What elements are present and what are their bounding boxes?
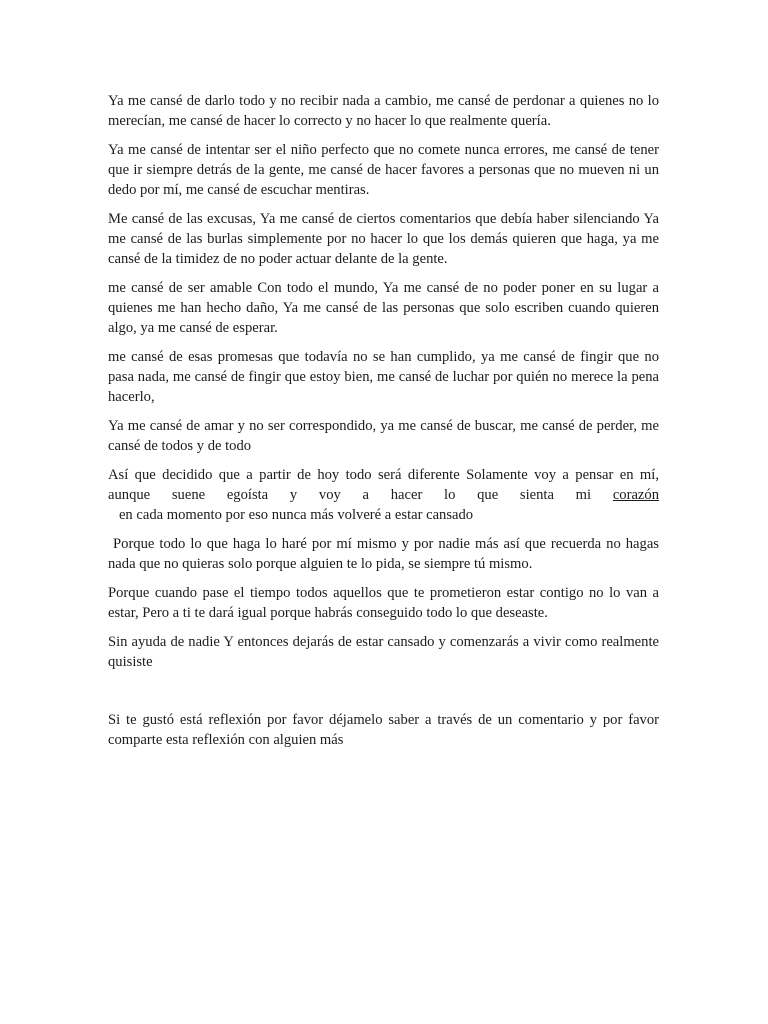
paragraph-7	[108, 465, 659, 525]
document-page	[108, 91, 663, 759]
paragraph-4: me cansé de ser amable Con todo el mundo, Ya me cansé de no poder poner en su lugar a quienes me han hecho daño, Ya me cansé de las personas que solo escriben cuando quieren algo, ya me cansé de esperar.	[108, 280, 659, 336]
paragraph-1: Ya me cansé de darlo todo y no recibir nada a cambio, me cansé de perdonar a quienes no lo merecían, me cansé de hacer lo correcto y no hacer lo que realmente quería.	[108, 93, 659, 129]
paragraph-7-text-start: Así que decidido que a partir de hoy todo será diferente Solamente voy a pensar en mí, aunque suene egoísta y voy a hacer lo que sienta mi	[108, 467, 659, 503]
paragraph-6: Ya me cansé de amar y no ser correspondido, ya me cansé de buscar, me cansé de perder, me cansé de todos y de todo	[108, 418, 659, 454]
paragraph-8: Porque todo lo que haga lo haré por mí mismo y por nadie más así que recuerda no hagas nada que no quieras solo porque alguien te lo pida, se siempre tú mismo.	[108, 536, 663, 572]
paragraph-7-text-end: en cada momento por eso nunca más volveré a estar cansado	[108, 507, 474, 523]
paragraph-5: me cansé de esas promesas que todavía no se han cumplido, ya me cansé de fingir que no pasa nada, me cansé de fingir que estoy bien, me cansé de luchar por quién no merece la pena hacerlo,	[108, 349, 659, 405]
paragraph-10: Sin ayuda de nadie Y entonces dejarás de estar cansado y comenzarás a vivir como realmente quisiste	[108, 634, 659, 670]
corazon-link[interactable]: corazón	[612, 487, 659, 503]
paragraph-2: Ya me cansé de intentar ser el niño perfecto que no comete nunca errores, me cansé de tener que ir siempre detrás de la gente, me cansé de hacer favores a personas que no mueven ni un dedo por mí, me cansé de escuchar mentiras.	[108, 142, 659, 198]
paragraph-9: Porque cuando pase el tiempo todos aquellos que te prometieron estar contigo no lo van a estar, Pero a ti te dará igual porque habrás conseguido todo lo que deseaste.	[108, 585, 659, 621]
paragraph-3: Me cansé de las excusas, Ya me cansé de ciertos comentarios que debía haber silenciando Ya me cansé de las burlas simplemente por no hacer lo que los demás quieren que haga, ya me cansé de la timidez de no poder actuar delante de la gente.	[108, 211, 659, 267]
closing-paragraph: Si te gustó está reflexión por favor déjamelo saber a través de un comentario y por favor comparte esta reflexión con alguien más	[108, 712, 659, 748]
